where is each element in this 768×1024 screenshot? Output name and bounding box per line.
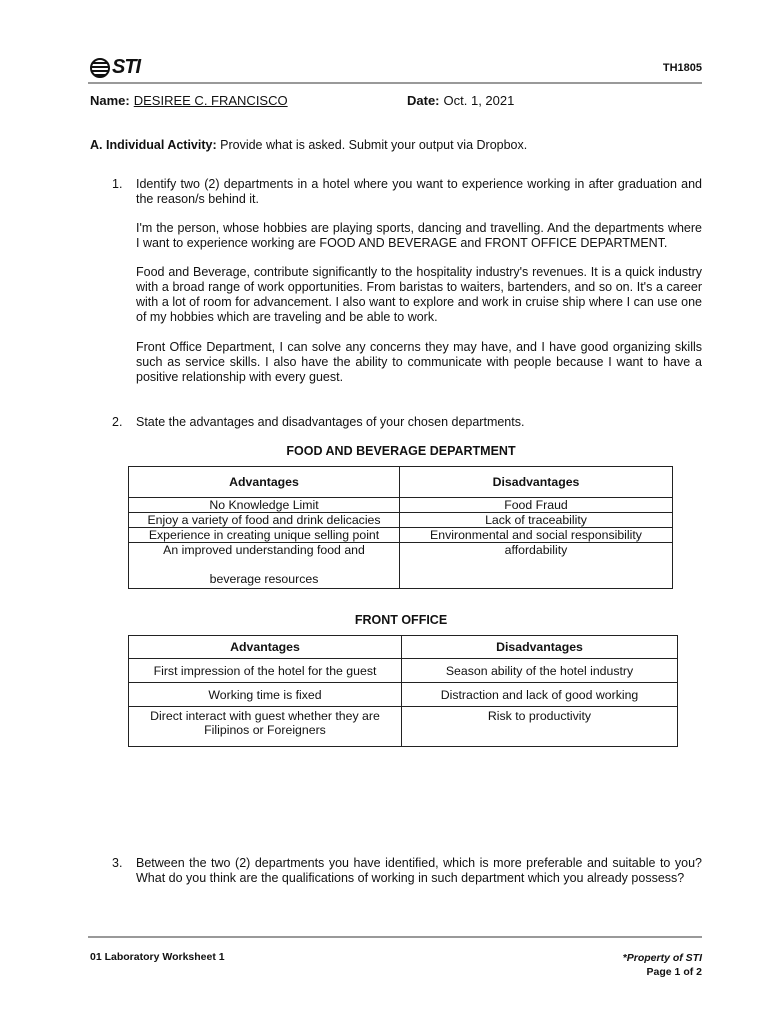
fo-col-disadvantages: Disadvantages (402, 636, 678, 659)
fo-table (128, 635, 678, 747)
activity-heading (90, 138, 527, 152)
q1-answer-paragraph: Food and Beverage, contribute significantly to the hospitality industry's revenues. It is a quick industry with a broad range of work opportunities. From baristas to waiters, bartenders, and so on. It's a career with a lot of room for advancement. I also want to explore and work in cruise ship where I can use one of my hobbies which are traveling and be able to work. (136, 265, 702, 324)
date-field (407, 93, 514, 108)
table-row (129, 543, 673, 589)
q2-question: State the advantages and disadvantages of your chosen departments. (136, 415, 525, 429)
table-cell: Working time is fixed (129, 683, 402, 707)
fb-col-disadvantages: Disadvantages (400, 467, 673, 498)
table-cell: Direct interact with guest whether they are Filipinos or Foreigners (129, 707, 402, 747)
date-label: Date: (407, 93, 440, 108)
logo-text: STI (112, 56, 141, 78)
fb-table (128, 466, 673, 589)
name-label: Name: (90, 93, 130, 108)
table-cell: Risk to productivity (402, 707, 678, 747)
table-cell: Lack of traceability (400, 513, 673, 528)
table-row (129, 528, 673, 543)
date-value: Oct. 1, 2021 (443, 93, 515, 108)
table-cell: First impression of the hotel for the guest (129, 659, 402, 683)
document-code: TH1805 (662, 62, 702, 74)
table-cell: Enjoy a variety of food and drink delicacies (129, 513, 400, 528)
table-row (129, 707, 678, 747)
name-value: DESIREE C. FRANCISCO (133, 93, 288, 108)
sti-logo (90, 56, 140, 79)
header-divider (88, 82, 702, 84)
table-cell: Distraction and lack of good working (402, 683, 678, 707)
q3-number: 3. (112, 856, 123, 870)
footer-worksheet-title: 01 Laboratory Worksheet 1 (90, 951, 225, 963)
activity-label: A. Individual Activity: (90, 138, 217, 152)
q1-answer-paragraph: I'm the person, whose hobbies are playing sports, dancing and travelling. And the departments where I want to experience working are FOOD AND BEVERAGE and FRONT OFFICE DEPARTMENT. (136, 221, 702, 250)
table-cell: Experience in creating unique selling point (129, 528, 400, 543)
footer-page-number: Page 1 of 2 (646, 966, 702, 978)
footer-right (623, 951, 702, 979)
table-cell: No Knowledge Limit (129, 498, 400, 513)
table-row (129, 659, 678, 683)
table-cell (129, 543, 400, 589)
table-cell: Food Fraud (400, 498, 673, 513)
activity-instructions: Provide what is asked. Submit your output via Dropbox. (220, 138, 528, 152)
fo-col-advantages: Advantages (129, 636, 402, 659)
cell-line: beverage resources (209, 572, 319, 586)
footer-property: *Property of STI (622, 952, 702, 964)
name-field (90, 93, 288, 108)
fb-table-title: FOOD AND BEVERAGE DEPARTMENT (286, 444, 516, 458)
table-row (129, 683, 678, 707)
table-cell: Season ability of the hotel industry (402, 659, 678, 683)
q1-number: 1. (112, 177, 123, 191)
globe-icon (90, 58, 110, 78)
cell-line: An improved understanding food and (163, 543, 365, 557)
table-cell: Environmental and social responsibility (400, 528, 673, 543)
table-cell: affordability (400, 543, 673, 589)
q1-answer-paragraph: Front Office Department, I can solve any concerns they may have, and I have good organizing skills such as service skills. I also have the ability to communicate with people because I want to have a positive relationship with every guest. (136, 340, 702, 384)
footer-divider (88, 936, 702, 938)
q3-question: Between the two (2) departments you have identified, which is more preferable and suitable to you? What do you think are the qualifications of working in such department which you already possess? (136, 856, 702, 885)
table-row (129, 513, 673, 528)
fo-table-title: FRONT OFFICE (354, 613, 448, 627)
fb-col-advantages: Advantages (129, 467, 400, 498)
q1-question: Identify two (2) departments in a hotel where you want to experience working in after graduation and the reason/s behind it. (136, 177, 702, 206)
q2-number: 2. (112, 415, 123, 429)
table-row (129, 498, 673, 513)
